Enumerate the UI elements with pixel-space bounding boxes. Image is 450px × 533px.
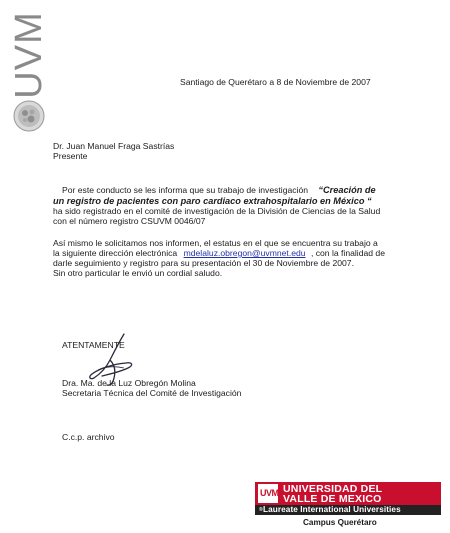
registered-mark: ® <box>259 507 263 513</box>
research-title-start: “Creación de <box>318 185 376 195</box>
ccp-archive: C.c.p. archivo <box>62 432 115 442</box>
signatory-title: Secretaria Técnica del Comité de Investigación <box>62 388 242 398</box>
paragraph-2-email-intro: la siguiente dirección electrónica <box>53 248 178 258</box>
paragraph-1-line-3: ha sido registrado en el comité de investigación de la División de Ciencias de la Salud <box>53 206 381 216</box>
paragraph-1-intro: Por este conducto se les informa que su trabajo de investigación <box>62 185 309 195</box>
date-line: Santiago de Querétaro a 8 de Noviembre de 2007 <box>180 77 371 87</box>
recipient-name: Dr. Juan Manuel Fraga Sastrías <box>53 141 175 151</box>
closing-atentamente: ATENTAMENTE <box>62 340 125 350</box>
paragraph-1-line-1 <box>62 185 376 195</box>
registration-number: con el número registro CSUVM 0046/07 <box>53 216 206 226</box>
university-seal-icon <box>13 100 45 132</box>
uvm-vertical-text: UVM <box>8 11 51 99</box>
signatory-name: Dra. Ma. de la Luz Obregón Molina <box>62 378 196 388</box>
paragraph-2-line-3: darle seguimiento y registro para su presentación el 30 de Noviembre de 2007. <box>53 258 354 268</box>
campus-name: Campus Querétaro <box>303 518 377 527</box>
paragraph-2-line-2 <box>53 248 385 258</box>
recipient-status: Presente <box>53 151 88 161</box>
research-title-end: un registro de pacientes con paro cardiaco extrahospitalario en México “ <box>53 196 372 206</box>
contact-email-link[interactable]: mdelaluz.obregon@uvmnet.edu <box>183 248 306 258</box>
logo-title-line-1: UNIVERSIDAD DEL <box>283 483 383 495</box>
logo-red-banner <box>255 482 441 505</box>
paragraph-2-line-1: Así mismo le solicitamos nos informen, el estatus en el que se encuentra su trabajo a <box>53 238 378 248</box>
uvm-badge-text: UVM <box>260 488 279 498</box>
laureate-label: Laureate International Universities <box>263 505 401 514</box>
laureate-text <box>259 505 401 518</box>
paragraph-2-line-4: Sin otro particular le envió un cordial saludo. <box>53 268 223 278</box>
paragraph-2-email-suffix: , con la finalidad de <box>310 248 385 258</box>
uvm-footer-logo <box>255 482 441 516</box>
uvm-badge-icon <box>258 484 278 503</box>
uvm-vertical-logo <box>8 8 54 103</box>
laureate-strip <box>255 505 441 515</box>
logo-title-line-2: VALLE DE MEXICO <box>283 493 382 505</box>
